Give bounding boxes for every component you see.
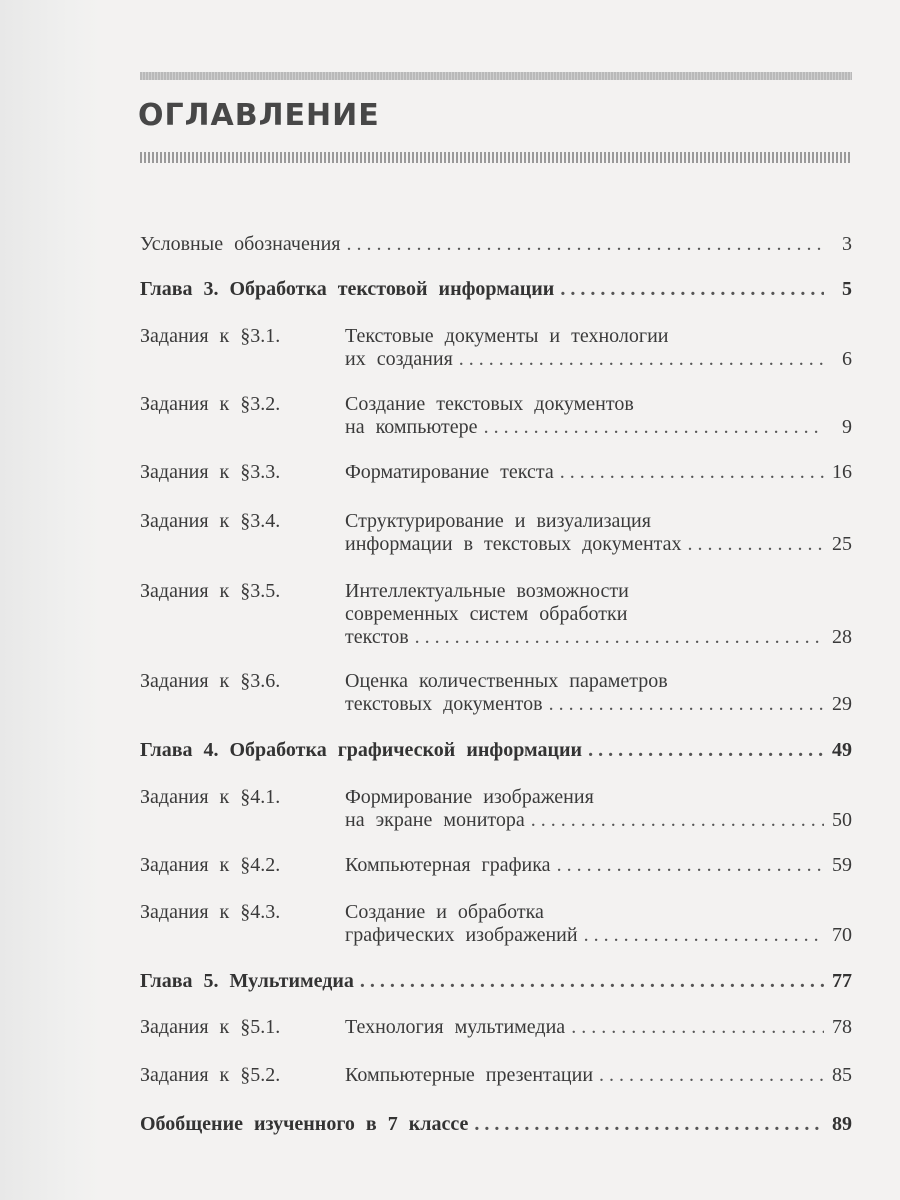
toc-prefix: Задания к §4.1. <box>140 786 281 808</box>
toc-entry <box>140 509 852 556</box>
toc-title: Глава 4. Обработка графической информации <box>140 739 583 761</box>
toc-line <box>140 969 852 993</box>
toc-title: на экране монитора <box>345 809 525 831</box>
toc-title: текстов <box>345 626 409 648</box>
toc-entry <box>140 738 852 762</box>
toc-leader-dots <box>346 232 824 256</box>
toc-prefix: Задания к §3.6. <box>140 670 281 692</box>
toc-line <box>140 669 852 692</box>
toc-entry <box>140 1063 852 1087</box>
toc-line <box>140 232 852 256</box>
toc-line <box>140 900 852 923</box>
toc-title: Технология мультимедиа <box>345 1016 566 1038</box>
toc-entry <box>140 1112 852 1136</box>
toc-page-number: 78 <box>832 1016 852 1038</box>
toc-line <box>140 785 852 808</box>
toc-entry <box>140 853 852 877</box>
toc-prefix: Задания к §4.2. <box>140 854 281 876</box>
toc-leader-dots <box>360 969 824 993</box>
toc-entry <box>140 900 852 947</box>
toc-leader-dots <box>549 692 824 716</box>
toc-leader-dots <box>571 1015 824 1039</box>
toc-leader-dots <box>560 460 824 484</box>
toc-page-number: 9 <box>842 416 852 438</box>
toc-title: современных систем обработки <box>345 603 628 625</box>
toc-leader-dots <box>484 415 824 439</box>
toc-page-number: 3 <box>842 233 852 255</box>
toc-entry <box>140 277 852 301</box>
toc-line <box>140 392 852 415</box>
top-rule <box>140 72 852 80</box>
toc-title: Создание текстовых документов <box>345 393 634 415</box>
toc-page-number: 5 <box>842 278 852 300</box>
toc-leader-dots <box>415 625 824 649</box>
toc-entry <box>140 460 852 484</box>
toc-title: Компьютерная графика <box>345 854 551 876</box>
toc-title: Интеллектуальные возможности <box>345 580 629 602</box>
toc-title: на компьютере <box>345 416 478 438</box>
toc-line <box>140 923 852 947</box>
toc-leader-dots <box>688 532 824 556</box>
toc-prefix: Задания к §3.5. <box>140 580 281 602</box>
toc-title: информации в текстовых документах <box>345 533 682 555</box>
toc-entry <box>140 969 852 993</box>
toc-leader-dots <box>557 853 824 877</box>
toc-title: Формирование изображения <box>345 786 594 808</box>
page-title: ОГЛАВЛЕНИЕ <box>138 98 380 133</box>
toc-prefix: Задания к §3.2. <box>140 393 281 415</box>
toc-title: Текстовые документы и технологии <box>345 325 669 347</box>
toc-leader-dots <box>474 1112 824 1136</box>
toc-entry <box>140 232 852 256</box>
toc-entry <box>140 785 852 832</box>
toc-line <box>140 415 852 439</box>
toc-title: Форматирование текста <box>345 461 554 483</box>
toc-entry <box>140 392 852 439</box>
toc-line <box>140 1112 852 1136</box>
toc-line <box>140 625 852 649</box>
toc-prefix: Задания к §3.3. <box>140 461 281 483</box>
toc-line <box>140 324 852 347</box>
toc-page-number: 29 <box>832 693 852 715</box>
toc-prefix: Задания к §4.3. <box>140 901 281 923</box>
toc-line <box>140 808 852 832</box>
toc-line <box>140 738 852 762</box>
toc-page-number: 28 <box>832 626 852 648</box>
toc-line <box>140 460 852 484</box>
toc-title: их создания <box>345 348 453 370</box>
toc-title: Глава 3. Обработка текстовой информации <box>140 278 555 300</box>
toc-title: Структурирование и визуализация <box>345 510 651 532</box>
toc-title: Обобщение изученного в 7 классе <box>140 1113 469 1135</box>
toc-line <box>140 602 852 625</box>
toc-title: графических изображений <box>345 924 578 946</box>
toc-line <box>140 277 852 301</box>
toc-entry <box>140 579 852 649</box>
toc-page-number: 50 <box>832 809 852 831</box>
toc-title: Создание и обработка <box>345 901 544 923</box>
title-underline <box>140 152 852 163</box>
toc-leader-dots <box>588 738 824 762</box>
toc-prefix: Задания к §3.1. <box>140 325 281 347</box>
toc-line <box>140 532 852 556</box>
toc-page-number: 49 <box>832 739 852 761</box>
toc-leader-dots <box>560 277 824 301</box>
toc-line <box>140 1063 852 1087</box>
toc-prefix: Задания к §3.4. <box>140 510 281 532</box>
toc-page-number: 6 <box>842 348 852 370</box>
toc-page-number: 16 <box>832 461 852 483</box>
page-left-shadow <box>0 0 100 1200</box>
toc-title: Компьютерные презентации <box>345 1064 594 1086</box>
toc-title: текстовых документов <box>345 693 543 715</box>
toc-title: Условные обозначения <box>140 233 341 255</box>
toc-leader-dots <box>584 923 824 947</box>
toc-line <box>140 692 852 716</box>
toc-line <box>140 853 852 877</box>
toc-page-number: 77 <box>832 970 852 992</box>
toc-entry <box>140 669 852 716</box>
toc-page-number: 25 <box>832 533 852 555</box>
toc-leader-dots <box>459 347 824 371</box>
toc-line <box>140 1015 852 1039</box>
toc-entry <box>140 324 852 371</box>
toc-page-number: 85 <box>832 1064 852 1086</box>
toc-page-number: 89 <box>832 1113 852 1135</box>
toc-leader-dots <box>599 1063 824 1087</box>
toc-title: Глава 5. Мультимедиа <box>140 970 354 992</box>
toc-page-number: 59 <box>832 854 852 876</box>
toc-line <box>140 579 852 602</box>
toc-prefix: Задания к §5.1. <box>140 1016 281 1038</box>
toc-line <box>140 509 852 532</box>
toc-title: Оценка количественных параметров <box>345 670 668 692</box>
toc-leader-dots <box>531 808 824 832</box>
toc-page-number: 70 <box>832 924 852 946</box>
toc-line <box>140 347 852 371</box>
toc-prefix: Задания к §5.2. <box>140 1064 281 1086</box>
toc-entry <box>140 1015 852 1039</box>
